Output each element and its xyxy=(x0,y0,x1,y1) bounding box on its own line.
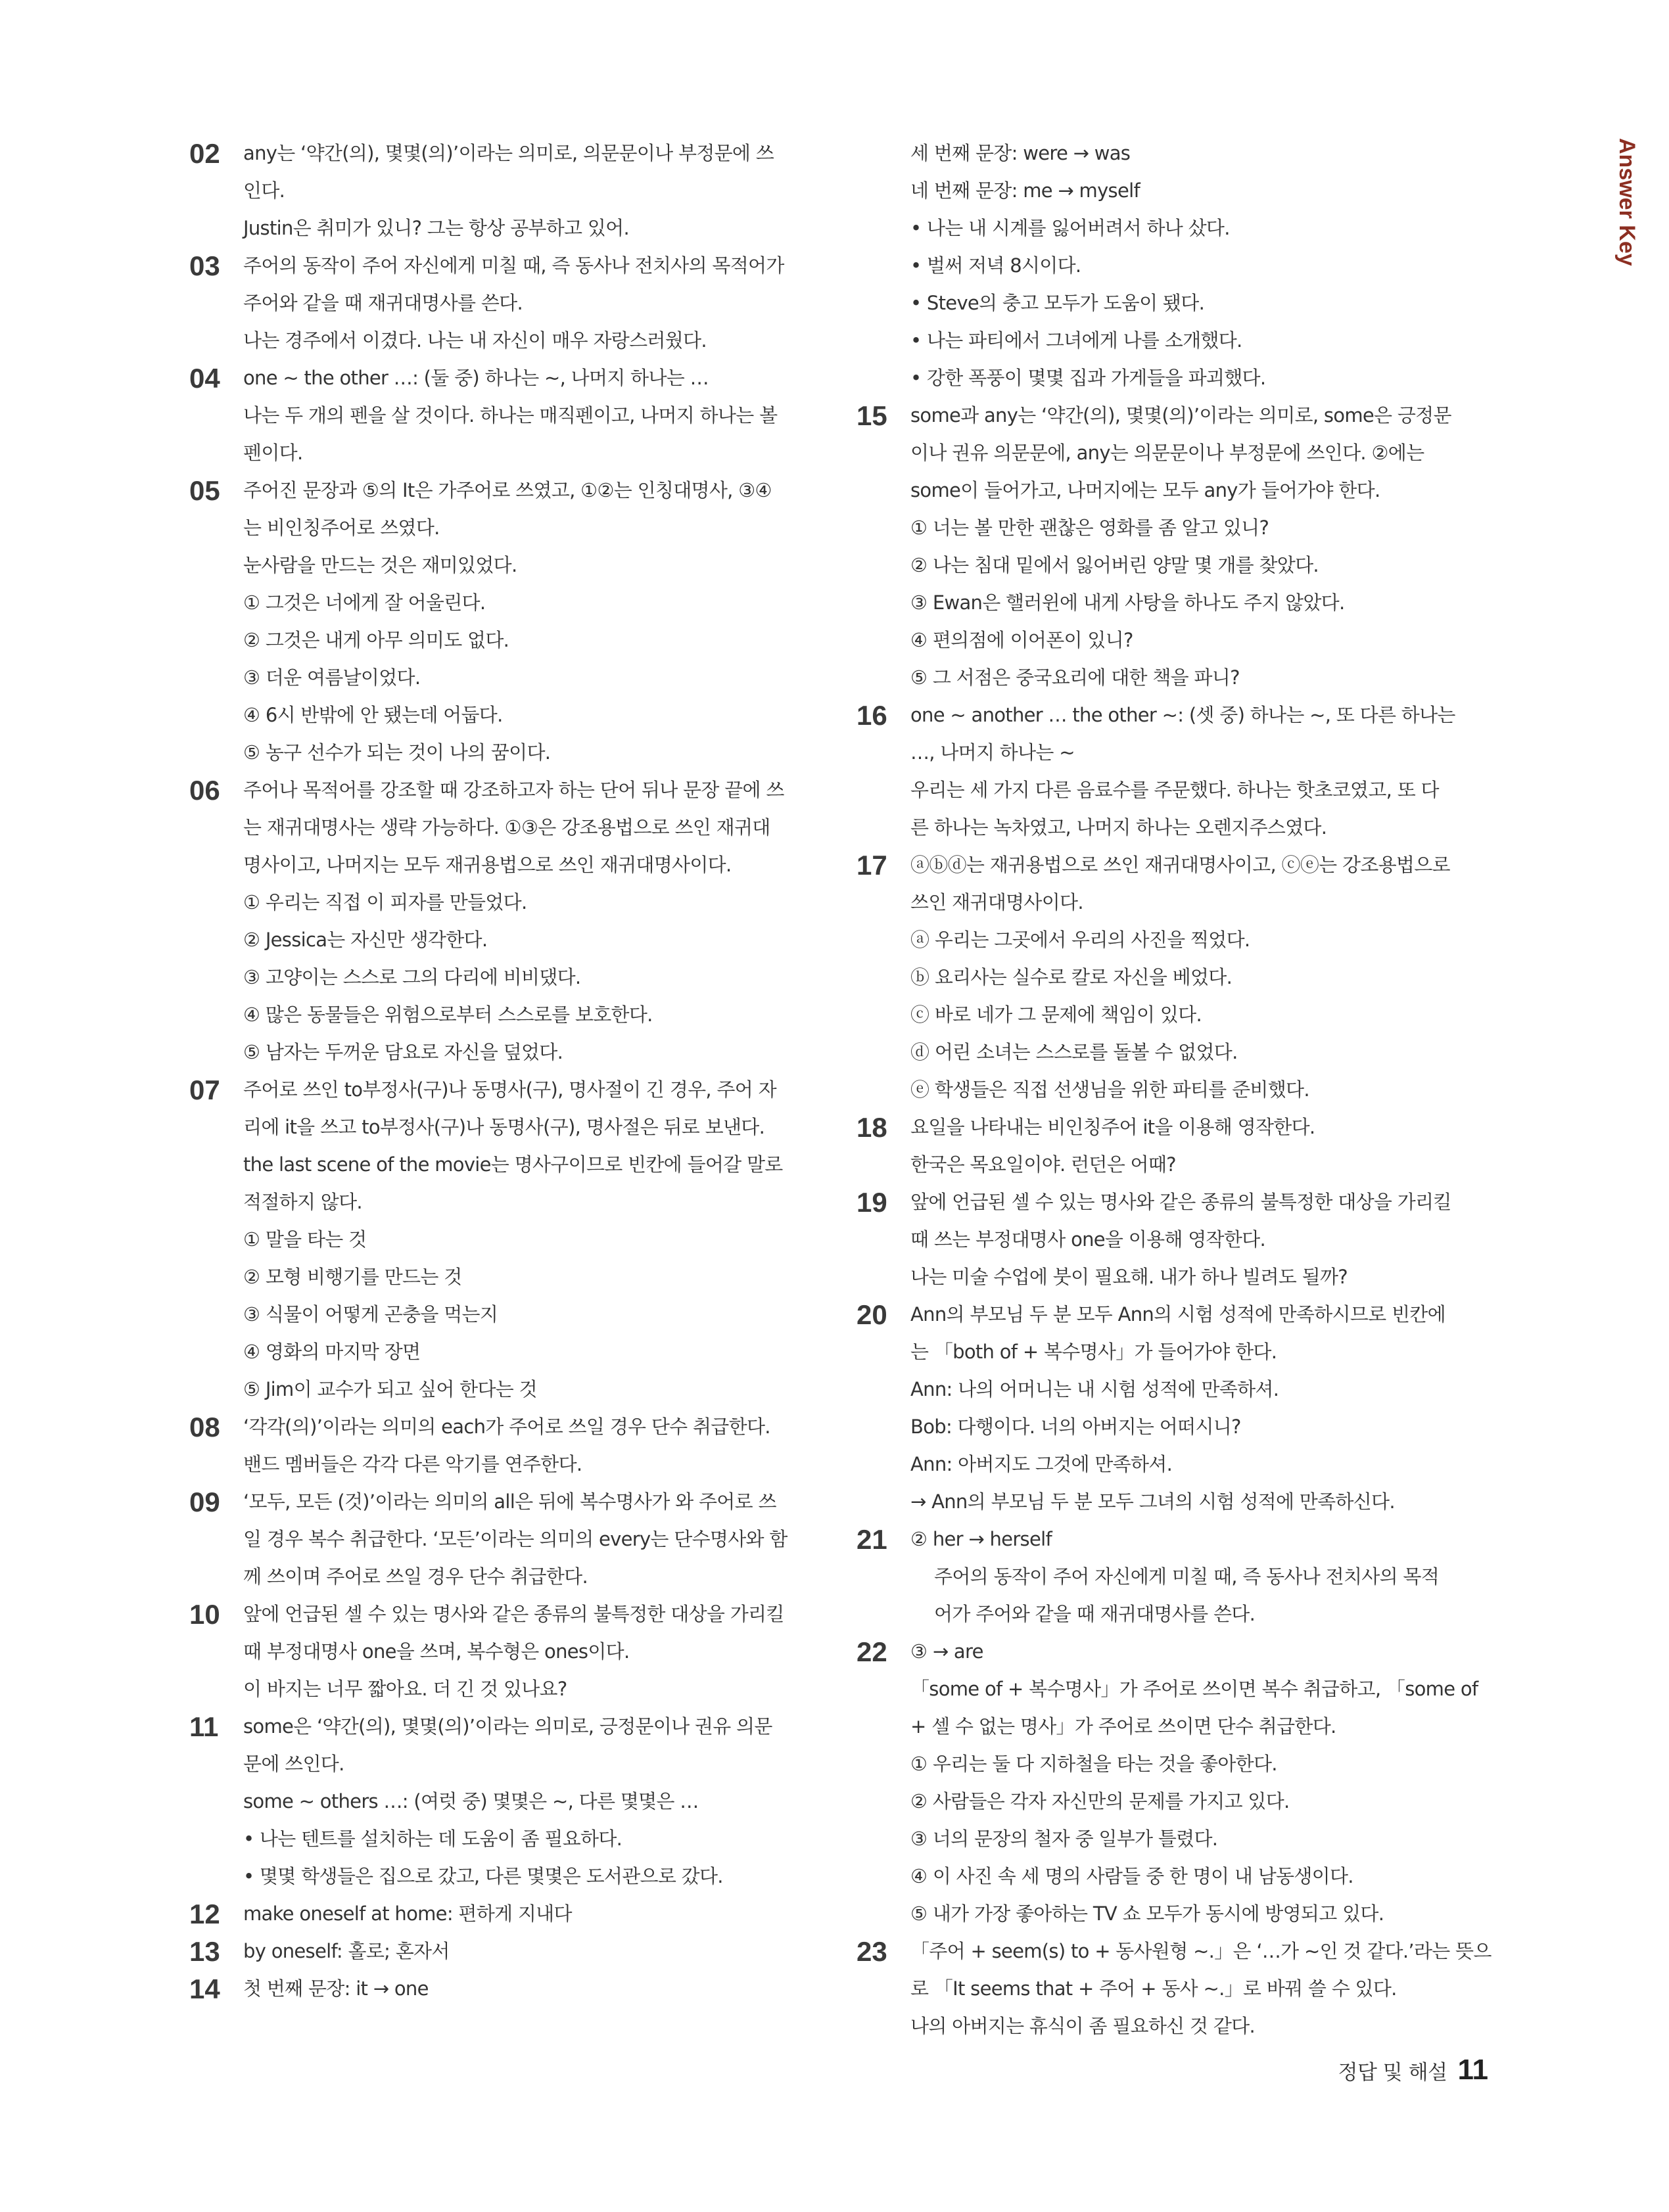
answer-line: ② 사람들은 각자 자신만의 문제를 가지고 있다. xyxy=(910,1790,1290,1812)
answer-number: 07 xyxy=(189,1074,220,1105)
answer-line: 나는 미술 수업에 붓이 필요해. 내가 하나 빌려도 될까? xyxy=(910,1266,1348,1288)
answer-item xyxy=(189,359,791,472)
answer-item xyxy=(189,135,791,247)
answer-line: by oneself: 홀로; 혼자서 xyxy=(243,1940,450,1962)
answer-line: • 나는 텐트를 설치하는 데 도움이 좀 필요하다. xyxy=(243,1828,623,1850)
answer-item xyxy=(189,1596,791,1708)
answer-line: 때 쓰는 부정대명사 one을 이용해 영작한다. xyxy=(910,1228,1265,1251)
answer-item xyxy=(857,135,1458,397)
answer-line: 눈사람을 만드는 것은 재미있었다. xyxy=(243,554,517,576)
answer-line: 앞에 언급된 셀 수 있는 명사와 같은 종류의 불특정한 대상을 가리킬 xyxy=(243,1603,784,1625)
answer-line: 주어로 쓰인 to부정사(구)나 동명사(구), 명사절이 긴 경우, 주어 자 xyxy=(243,1078,776,1101)
answer-line: 밴드 멤버들은 각각 다른 악기를 연주한다. xyxy=(243,1453,582,1475)
answer-line: 네 번째 문장: me → myself xyxy=(910,179,1140,202)
answer-line: Ann: 아버지도 그것에 만족하셔. xyxy=(910,1453,1173,1475)
answer-line: 주어진 문장과 ⑤의 It은 가주어로 쓰였고, ①②는 인칭대명사, ③④ xyxy=(243,479,772,501)
answer-line: 나는 경주에서 이겼다. 나는 내 자신이 매우 자랑스러웠다. xyxy=(243,329,707,352)
answer-number: 17 xyxy=(857,850,887,881)
answer-number: 19 xyxy=(857,1187,887,1218)
answer-line: 어가 주어와 같을 때 재귀대명사를 쓴다. xyxy=(934,1603,1256,1625)
answer-line: 적절하지 않다. xyxy=(243,1191,362,1213)
answer-line: 나의 아버지는 휴식이 좀 필요하신 것 같다. xyxy=(910,2015,1255,2037)
answer-line: ③ 너의 문장의 철자 중 일부가 틀렸다. xyxy=(910,1828,1218,1850)
answer-line: some ~ others …: (여럿 중) 몇몇은 ~, 다른 몇몇은 … xyxy=(243,1790,699,1812)
answer-line: ‘각각(의)’이라는 의미의 each가 주어로 쓰일 경우 단수 취급한다. xyxy=(243,1416,770,1438)
left-column xyxy=(189,135,791,2008)
answer-line: ① 우리는 직접 이 피자를 만들었다. xyxy=(243,891,527,913)
answer-item xyxy=(189,1970,791,2008)
answer-number: 11 xyxy=(189,1711,219,1742)
answer-line: 주어나 목적어를 강조할 때 강조하고자 하는 단어 뒤나 문장 끝에 쓰 xyxy=(243,779,784,801)
answer-line: ⓔ 학생들은 직접 선생님을 위한 파티를 준비했다. xyxy=(910,1078,1309,1101)
answer-line: 쓰인 재귀대명사이다. xyxy=(910,891,1083,913)
answer-line: ① 우리는 둘 다 지하철을 타는 것을 좋아한다. xyxy=(910,1753,1277,1775)
answer-line: Ann: 나의 어머니는 내 시험 성적에 만족하셔. xyxy=(910,1378,1279,1400)
answer-line: • 강한 폭풍이 몇몇 집과 가게들을 파괴했다. xyxy=(910,367,1266,389)
answer-number: 12 xyxy=(189,1899,220,1929)
answer-line: 주어의 동작이 주어 자신에게 미칠 때, 즉 동사나 전치사의 목적어가 xyxy=(243,254,784,277)
answer-line: 인다. xyxy=(243,179,285,202)
answer-line: ③ 고양이는 스스로 그의 다리에 비비댔다. xyxy=(243,966,581,988)
answer-line: the last scene of the movie는 명사구이므로 빈칸에 들어갈 말로 xyxy=(243,1153,783,1176)
answer-line: 주어의 동작이 주어 자신에게 미칠 때, 즉 동사나 전치사의 목적 xyxy=(934,1565,1440,1588)
answer-line: one ~ another … the other ~: (셋 중) 하나는 ~, 또 다른 하나는 xyxy=(910,704,1455,726)
answer-line: ⓐⓑⓓ는 재귀용법으로 쓰인 재귀대명사이고, ⓒⓔ는 강조용법으로 xyxy=(910,854,1450,876)
answer-line: 리에 it을 쓰고 to부정사(구)나 동명사(구), 명사절은 뒤로 보낸다. xyxy=(243,1116,765,1138)
answer-line: → Ann의 부모님 두 분 모두 그녀의 시험 성적에 만족하신다. xyxy=(910,1490,1395,1513)
answer-line: 이나 권유 의문문에, any는 의문문이나 부정문에 쓰인다. ②에는 xyxy=(910,442,1424,464)
answer-line: 「주어 + seem(s) to + 동사원형 ~.」은 ‘…가 ~인 것 같다.’라는 뜻으 xyxy=(910,1940,1492,1962)
answer-number: 02 xyxy=(189,138,220,169)
answer-number: 06 xyxy=(189,775,220,806)
answer-line: ⓐ 우리는 그곳에서 우리의 사진을 찍었다. xyxy=(910,929,1250,951)
answer-item xyxy=(189,1933,791,1970)
answer-line: 첫 번째 문장: it → one xyxy=(243,1977,429,2000)
answer-line: Bob: 다행이다. 너의 아버지는 어떠시니? xyxy=(910,1416,1241,1438)
answer-line: 문에 쓰인다. xyxy=(243,1753,344,1775)
answer-line: ① 너는 볼 만한 괜찮은 영화를 좀 알고 있니? xyxy=(910,517,1269,539)
answer-line: 우리는 세 가지 다른 음료수를 주문했다. 하나는 핫초코였고, 또 다 xyxy=(910,779,1439,801)
answer-line: ⑤ Jim이 교수가 되고 싶어 한다는 것 xyxy=(243,1378,537,1400)
answer-line: 나는 두 개의 펜을 살 것이다. 하나는 매직펜이고, 나머지 하나는 볼 xyxy=(243,404,778,426)
answer-line: ④ 많은 동물들은 위험으로부터 스스로를 보호한다. xyxy=(243,1003,653,1026)
answer-line: any는 ‘약간(의), 몇몇(의)’이라는 의미로, 의문문이나 부정문에 쓰 xyxy=(243,142,774,164)
answer-line: ⑤ 그 서점은 중국요리에 대한 책을 파니? xyxy=(910,666,1240,689)
answer-number: 05 xyxy=(189,475,220,506)
answer-line: 는 재귀대명사는 생략 가능하다. ①③은 강조용법으로 쓰인 재귀대 xyxy=(243,816,770,839)
answer-line: • 벌써 저녁 8시이다. xyxy=(910,254,1081,277)
answer-item xyxy=(857,1633,1478,1933)
answer-line: 른 하나는 녹차였고, 나머지 하나는 오렌지주스였다. xyxy=(910,816,1327,839)
answer-number: 15 xyxy=(857,400,887,431)
answer-line: ③ 더운 여름날이었다. xyxy=(243,666,421,689)
answer-line: 주어와 같을 때 재귀대명사를 쓴다. xyxy=(243,292,523,314)
answer-line: ④ 이 사진 속 세 명의 사람들 중 한 명이 내 남동생이다. xyxy=(910,1865,1353,1887)
answer-line: one ~ the other …: (둘 중) 하나는 ~, 나머지 하나는 … xyxy=(243,367,709,389)
answer-number: 09 xyxy=(189,1486,220,1517)
answer-line: 로 「It seems that + 주어 + 동사 ~.」로 바꿔 쓸 수 있다. xyxy=(910,1977,1397,2000)
answer-item xyxy=(189,1895,791,1933)
answer-line: some은 ‘약간(의), 몇몇(의)’이라는 의미로, 긍정문이나 권유 의문 xyxy=(243,1715,772,1738)
answer-line: ④ 영화의 마지막 장면 xyxy=(243,1341,421,1363)
footer-section-title: 정답 및 해설 xyxy=(1338,2061,1447,2085)
answer-item xyxy=(189,772,791,1071)
answer-number: 18 xyxy=(857,1112,887,1143)
answer-line: 이 바지는 너무 짧아요. 더 긴 것 있나요? xyxy=(243,1678,567,1700)
answer-item xyxy=(189,1483,791,1596)
answer-line: ② Jessica는 자신만 생각한다. xyxy=(243,929,488,951)
answer-line: 때 부정대명사 one을 쓰며, 복수형은 ones이다. xyxy=(243,1640,630,1663)
answer-line: 는 「both of + 복수명사」가 들어가야 한다. xyxy=(910,1341,1277,1363)
answer-line: • 나는 내 시계를 잃어버려서 하나 샀다. xyxy=(910,217,1230,239)
answer-number: 21 xyxy=(857,1524,887,1555)
answer-line: ② 나는 침대 밑에서 잃어버린 양말 몇 개를 찾았다. xyxy=(910,554,1319,576)
answer-line: some과 any는 ‘약간(의), 몇몇(의)’이라는 의미로, some은 긍정문 xyxy=(910,404,1451,426)
answer-line: ⓓ 어린 소녀는 스스로를 돌볼 수 없었다. xyxy=(910,1041,1238,1063)
answer-line: ② 모형 비행기를 만드는 것 xyxy=(243,1266,462,1288)
answer-item xyxy=(189,1408,791,1483)
answer-item xyxy=(857,846,1458,1109)
answer-item xyxy=(857,1933,1492,2045)
answer-item xyxy=(857,1521,1458,1633)
answer-number: 04 xyxy=(189,363,220,394)
answer-key-side-tab xyxy=(1583,0,1609,309)
answer-line: 요일을 나타내는 비인칭주어 it을 이용해 영작한다. xyxy=(910,1116,1315,1138)
answer-line: ① 그것은 너에게 잘 어울린다. xyxy=(243,591,486,614)
answer-line: ③ 식물이 어떻게 곤충을 먹는지 xyxy=(243,1303,498,1325)
answer-line: 께 쓰이며 주어로 쓰일 경우 단수 취급한다. xyxy=(243,1565,588,1588)
answer-line: ④ 6시 반밖에 안 됐는데 어둡다. xyxy=(243,704,503,726)
answer-item xyxy=(189,1708,791,1895)
answer-line: ③ → are xyxy=(910,1640,983,1663)
answer-line: 한국은 목요일이야. 런던은 어때? xyxy=(910,1153,1176,1176)
answer-line: 펜이다. xyxy=(243,442,303,464)
answer-line: make oneself at home: 편하게 지내다 xyxy=(243,1902,572,1925)
answer-line: 일 경우 복수 취급한다. ‘모든’이라는 의미의 every는 단수명사와 함 xyxy=(243,1528,787,1550)
answer-line: ⑤ 농구 선수가 되는 것이 나의 꿈이다. xyxy=(243,741,551,764)
answer-item xyxy=(189,1071,791,1408)
answer-number: 14 xyxy=(189,1973,220,2004)
answer-number: 03 xyxy=(189,250,220,281)
answer-line: Ann의 부모님 두 분 모두 Ann의 시험 성적에 만족하시므로 빈칸에 xyxy=(910,1303,1446,1325)
answer-line: 는 비인칭주어로 쓰였다. xyxy=(243,517,440,539)
answer-item xyxy=(857,1109,1458,1184)
answer-number: 16 xyxy=(857,700,887,731)
answer-item xyxy=(857,1296,1458,1521)
answer-line: ⑤ 내가 가장 좋아하는 TV 쇼 모두가 동시에 방영되고 있다. xyxy=(910,1902,1384,1925)
answer-line: 명사이고, 나머지는 모두 재귀용법으로 쓰인 재귀대명사이다. xyxy=(243,854,732,876)
answer-number: 22 xyxy=(857,1636,887,1667)
answer-line: ③ Ewan은 핼러윈에 내게 사탕을 하나도 주지 않았다. xyxy=(910,591,1345,614)
answer-item xyxy=(189,472,791,772)
answer-line: ⓑ 요리사는 실수로 칼로 자신을 베었다. xyxy=(910,966,1233,988)
answer-number: 08 xyxy=(189,1412,220,1442)
answer-number: 20 xyxy=(857,1299,887,1330)
answer-line: 세 번째 문장: were → was xyxy=(910,142,1131,164)
answer-line: • Steve의 충고 모두가 도움이 됐다. xyxy=(910,292,1205,314)
answer-line: 「some of + 복수명사」가 주어로 쓰이면 복수 취급하고, 「some of xyxy=(910,1678,1478,1700)
answer-line: + 셀 수 없는 명사」가 주어로 쓰이면 단수 취급한다. xyxy=(910,1715,1336,1738)
page-number: 11 xyxy=(1457,2054,1488,2086)
answer-line: ② her → herself xyxy=(910,1528,1052,1550)
right-column xyxy=(857,135,1492,2045)
answer-line: ⓒ 바로 네가 그 문제에 책임이 있다. xyxy=(910,1003,1202,1026)
answer-line: ① 말을 타는 것 xyxy=(243,1228,367,1251)
answer-line: ⑤ 남자는 두꺼운 담요로 자신을 덮었다. xyxy=(243,1041,563,1063)
answer-number: 10 xyxy=(189,1599,220,1630)
answer-line: • 나는 파티에서 그녀에게 나를 소개했다. xyxy=(910,329,1242,352)
answer-number: 23 xyxy=(857,1936,887,1967)
page-footer xyxy=(1338,2054,1488,2086)
answer-line: ② 그것은 내게 아무 의미도 없다. xyxy=(243,629,509,651)
answer-line: 앞에 언급된 셀 수 있는 명사와 같은 종류의 불특정한 대상을 가리킬 xyxy=(910,1191,1451,1213)
answer-item xyxy=(857,697,1458,846)
answer-item xyxy=(857,397,1458,697)
answer-number: 13 xyxy=(189,1936,220,1967)
answer-line: • 몇몇 학생들은 집으로 갔고, 다른 몇몇은 도서관으로 갔다. xyxy=(243,1865,723,1887)
answer-line: …, 나머지 하나는 ~ xyxy=(910,741,1075,764)
answer-item xyxy=(189,247,791,359)
answer-line: ‘모두, 모든 (것)’이라는 의미의 all은 뒤에 복수명사가 와 주어로 쓰 xyxy=(243,1490,776,1513)
answer-line: ④ 편의점에 이어폰이 있니? xyxy=(910,629,1133,651)
answer-item xyxy=(857,1184,1458,1296)
answer-key-label: Answer Key xyxy=(1614,138,1639,266)
answer-line: some이 들어가고, 나머지에는 모두 any가 들어가야 한다. xyxy=(910,479,1380,501)
answer-line: Justin은 취미가 있니? 그는 항상 공부하고 있어. xyxy=(243,217,629,239)
